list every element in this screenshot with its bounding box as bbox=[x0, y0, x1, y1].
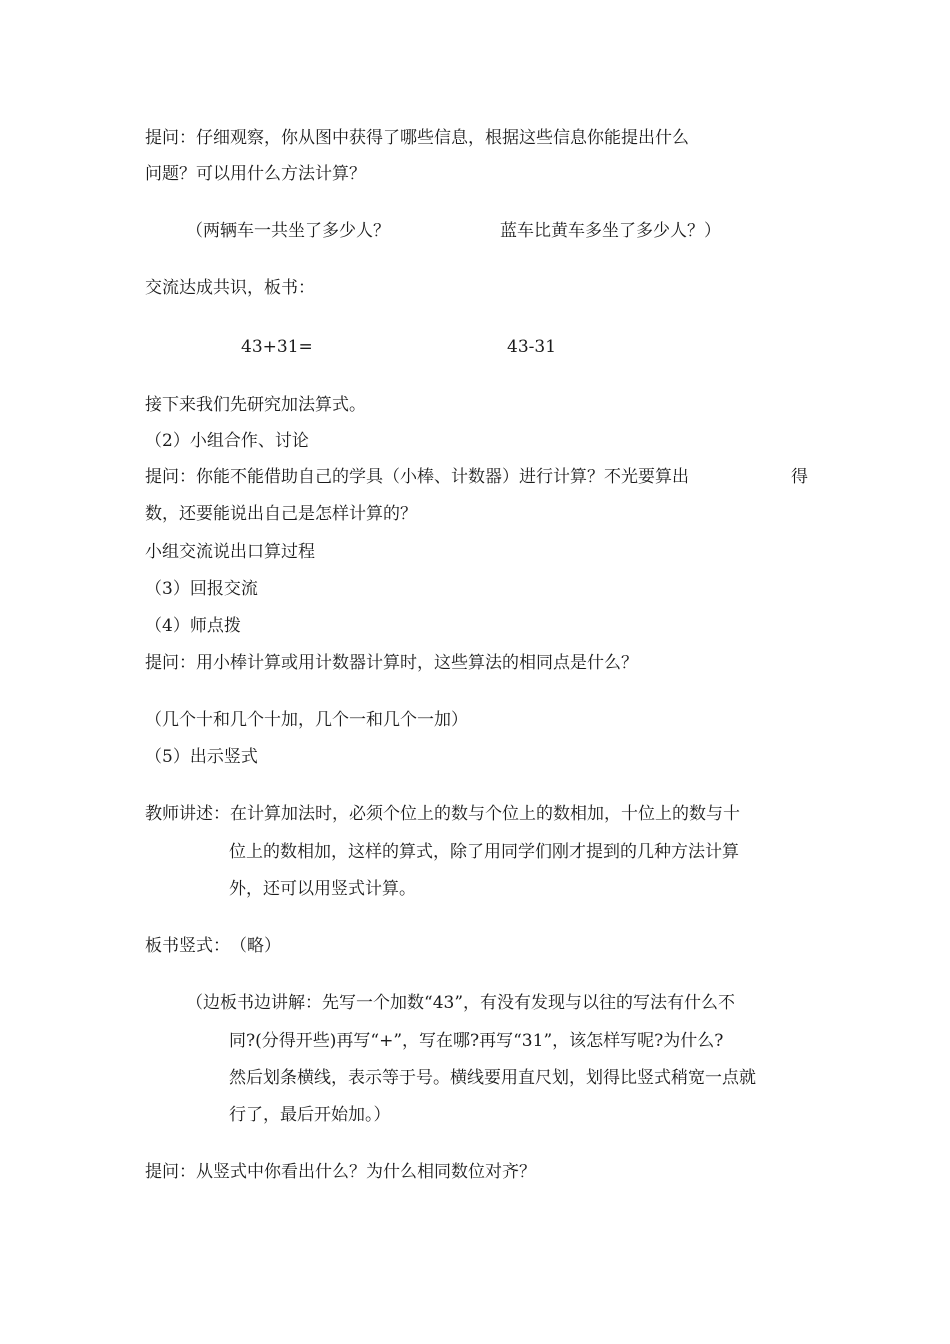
text-line: 接下来我们先研究加法算式。 bbox=[145, 395, 366, 415]
text-line: 然后划条横线，表示等于号。横线要用直尺划，划得比竖式稍宽一点就 bbox=[229, 1068, 756, 1088]
text-line: 教师讲述：在计算加法时，必须个位上的数与个位上的数相加，十位上的数与十 bbox=[145, 804, 740, 824]
text-line: 同?(分得开些)再写“+”，写在哪?再写“31”，该怎样写呢?为什么? bbox=[229, 1031, 724, 1051]
text-line: （边板书边讲解：先写一个加数“43”，有没有发现与以往的写法有什么不 bbox=[186, 993, 736, 1013]
text-line: 外，还可以用竖式计算。 bbox=[229, 879, 416, 899]
text-line: 行了，最后开始加。） bbox=[229, 1105, 391, 1125]
text-line: 小组交流说出口算过程 bbox=[145, 542, 315, 562]
text-line: 位上的数相加，这样的算式，除了用同学们刚才提到的几种方法计算 bbox=[229, 842, 739, 862]
text-line: （两辆车一共坐了多少人？ bbox=[186, 221, 390, 241]
text-line: 问题？可以用什么方法计算？ bbox=[145, 164, 366, 184]
text-line: （4）师点拨 bbox=[145, 616, 241, 636]
text-line: （2）小组合作、讨论 bbox=[145, 431, 309, 451]
text-line: 交流达成共识，板书： bbox=[145, 278, 315, 298]
text-line: 提问：从竖式中你看出什么？为什么相同数位对齐？ bbox=[145, 1162, 536, 1182]
text-line: （3）回报交流 bbox=[145, 579, 258, 599]
text-line: 蓝车比黄车多坐了多少人？） bbox=[500, 221, 721, 241]
text-line: 提问：你能不能借助自己的学具（小棒、计数器）进行计算？不光要算出 bbox=[145, 467, 689, 487]
text-line: 提问：仔细观察，你从图中获得了哪些信息，根据这些信息你能提出什么 bbox=[145, 128, 689, 148]
text-line: （5）出示竖式 bbox=[145, 747, 258, 767]
text-line: 提问：用小棒计算或用计数器计算时，这些算法的相同点是什么？ bbox=[145, 653, 638, 673]
formula: 43-31 bbox=[507, 337, 557, 357]
text-line: （几个十和几个十加，几个一和几个一加） bbox=[145, 710, 468, 730]
text-line: 板书竖式： （略） bbox=[145, 936, 281, 956]
text-line: 得 bbox=[791, 467, 808, 487]
formula: 43+31= bbox=[241, 337, 313, 357]
text-line: 数，还要能说出自己是怎样计算的？ bbox=[145, 504, 417, 524]
